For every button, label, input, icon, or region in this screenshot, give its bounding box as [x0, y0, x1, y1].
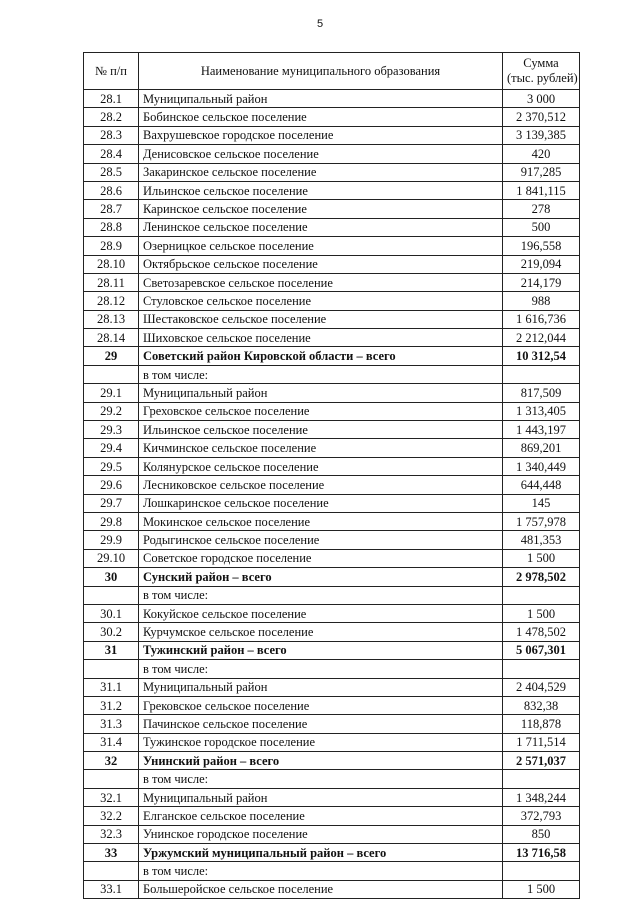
table-row: [84, 218, 580, 236]
row-name: в том числе:: [139, 660, 503, 678]
table-row: [84, 807, 580, 825]
row-number: 31.2: [84, 696, 139, 714]
row-name: в том числе:: [139, 862, 503, 880]
row-name: Муниципальный район: [139, 678, 503, 696]
row-name: Советский район Кировской области – всего: [139, 347, 503, 365]
row-number: 30: [84, 568, 139, 586]
row-sum: 2 404,529: [503, 678, 580, 696]
table-row: [84, 457, 580, 475]
row-sum: 5 067,301: [503, 641, 580, 659]
row-number: 31.3: [84, 715, 139, 733]
row-number: 28.2: [84, 108, 139, 126]
row-sum: 2 978,502: [503, 568, 580, 586]
table-row: [84, 825, 580, 843]
row-number: 29.7: [84, 494, 139, 512]
table-row: [84, 660, 580, 678]
row-name: Тужинский район – всего: [139, 641, 503, 659]
row-sum: 869,201: [503, 439, 580, 457]
row-sum: 1 478,502: [503, 623, 580, 641]
row-sum: 219,094: [503, 255, 580, 273]
row-name: Тужинское городское поселение: [139, 733, 503, 751]
table-row: [84, 880, 580, 898]
header-num: № п/п: [84, 53, 139, 90]
row-sum: [503, 770, 580, 788]
row-number: 33.1: [84, 880, 139, 898]
row-name: Пачинское сельское поселение: [139, 715, 503, 733]
row-number: 29.9: [84, 531, 139, 549]
table-row: [84, 329, 580, 347]
row-sum: 118,878: [503, 715, 580, 733]
row-number: 29.3: [84, 421, 139, 439]
row-sum: 3 139,385: [503, 126, 580, 144]
table-row: [84, 476, 580, 494]
table-row: [84, 678, 580, 696]
row-name: Сунский район – всего: [139, 568, 503, 586]
row-name: Вахрушевское городское поселение: [139, 126, 503, 144]
row-sum: 2 212,044: [503, 329, 580, 347]
table-row: [84, 696, 580, 714]
header-sum: [503, 53, 580, 90]
row-number: [84, 770, 139, 788]
row-name: Колянурское сельское поселение: [139, 457, 503, 475]
table-row: [84, 108, 580, 126]
row-sum: 1 841,115: [503, 181, 580, 199]
row-number: 31.1: [84, 678, 139, 696]
table-row-total: [84, 568, 580, 586]
row-sum: 988: [503, 292, 580, 310]
row-name: Ленинское сельское поселение: [139, 218, 503, 236]
row-number: 28.12: [84, 292, 139, 310]
row-number: 29.4: [84, 439, 139, 457]
row-name: Ильинское сельское поселение: [139, 421, 503, 439]
row-name: Мокинское сельское поселение: [139, 512, 503, 530]
header-sum-unit: (тыс. рублей): [507, 71, 578, 85]
row-sum: 10 312,54: [503, 347, 580, 365]
row-name: Стуловское сельское поселение: [139, 292, 503, 310]
table-row: [84, 273, 580, 291]
row-sum: 2 571,037: [503, 752, 580, 770]
row-sum: 196,558: [503, 237, 580, 255]
header-sum-label: Сумма: [523, 56, 559, 70]
row-name: Лесниковское сельское поселение: [139, 476, 503, 494]
row-sum: 13 716,58: [503, 844, 580, 862]
row-sum: 832,38: [503, 696, 580, 714]
table-row: [84, 181, 580, 199]
row-sum: 1 500: [503, 549, 580, 567]
row-name: Родыгинское сельское поселение: [139, 531, 503, 549]
row-sum: 1 340,449: [503, 457, 580, 475]
row-number: 28.10: [84, 255, 139, 273]
row-name: Муниципальный район: [139, 788, 503, 806]
table-row: [84, 531, 580, 549]
page-number: 5: [316, 18, 324, 30]
row-number: 33: [84, 844, 139, 862]
row-number: 28.11: [84, 273, 139, 291]
row-name: Курчумское сельское поселение: [139, 623, 503, 641]
row-number: 29.6: [84, 476, 139, 494]
table-row: [84, 604, 580, 622]
table-row: [84, 90, 580, 108]
row-sum: 850: [503, 825, 580, 843]
table-row: [84, 402, 580, 420]
table-row: [84, 439, 580, 457]
table-row: [84, 862, 580, 880]
row-sum: 420: [503, 145, 580, 163]
table-row: [84, 549, 580, 567]
row-sum: 1 500: [503, 880, 580, 898]
row-number: [84, 365, 139, 383]
row-number: 28.4: [84, 145, 139, 163]
row-number: 28.5: [84, 163, 139, 181]
row-number: 30.2: [84, 623, 139, 641]
row-sum: 917,285: [503, 163, 580, 181]
row-sum: 278: [503, 200, 580, 218]
row-sum: 3 000: [503, 90, 580, 108]
row-sum: [503, 660, 580, 678]
row-number: 29: [84, 347, 139, 365]
table-row: [84, 200, 580, 218]
table-row: [84, 770, 580, 788]
table-row: [84, 292, 580, 310]
table-body: [84, 90, 580, 899]
row-name: Муниципальный район: [139, 90, 503, 108]
row-sum: 644,448: [503, 476, 580, 494]
row-number: [84, 862, 139, 880]
row-name: Кокуйское сельское поселение: [139, 604, 503, 622]
row-number: 28.1: [84, 90, 139, 108]
row-number: 30.1: [84, 604, 139, 622]
row-number: 32.2: [84, 807, 139, 825]
table-row: [84, 733, 580, 751]
row-name: Октябрьское сельское поселение: [139, 255, 503, 273]
row-number: 29.1: [84, 384, 139, 402]
row-sum: 817,509: [503, 384, 580, 402]
table-row: [84, 586, 580, 604]
row-number: 32.3: [84, 825, 139, 843]
table-row-total: [84, 752, 580, 770]
row-sum: [503, 862, 580, 880]
table-row: [84, 255, 580, 273]
row-name: в том числе:: [139, 770, 503, 788]
row-number: 32.1: [84, 788, 139, 806]
row-name: Уржумский муниципальный район – всего: [139, 844, 503, 862]
row-name: Ильинское сельское поселение: [139, 181, 503, 199]
row-name: Большеройское сельское поселение: [139, 880, 503, 898]
row-sum: 500: [503, 218, 580, 236]
row-name: Каринское сельское поселение: [139, 200, 503, 218]
row-sum: 481,353: [503, 531, 580, 549]
row-number: 28.3: [84, 126, 139, 144]
row-name: в том числе:: [139, 365, 503, 383]
row-number: 29.2: [84, 402, 139, 420]
row-number: 28.6: [84, 181, 139, 199]
row-name: Советское городское поселение: [139, 549, 503, 567]
row-sum: 1 500: [503, 604, 580, 622]
row-name: Лошкаринское сельское поселение: [139, 494, 503, 512]
table-row: [84, 384, 580, 402]
header-name: Наименование муниципального образования: [139, 53, 503, 90]
row-name: Унинское городское поселение: [139, 825, 503, 843]
table-row: [84, 126, 580, 144]
row-sum: 1 313,405: [503, 402, 580, 420]
table-row: [84, 512, 580, 530]
row-number: 28.8: [84, 218, 139, 236]
row-name: Кичминское сельское поселение: [139, 439, 503, 457]
row-sum: [503, 365, 580, 383]
row-name: Денисовское сельское поселение: [139, 145, 503, 163]
table-row: [84, 623, 580, 641]
row-name: Шиховское сельское поселение: [139, 329, 503, 347]
row-sum: 1 348,244: [503, 788, 580, 806]
row-name: Грековское сельское поселение: [139, 696, 503, 714]
table-row-total: [84, 641, 580, 659]
table-header-row: [84, 53, 580, 90]
row-number: 29.10: [84, 549, 139, 567]
row-sum: 372,793: [503, 807, 580, 825]
row-sum: 145: [503, 494, 580, 512]
row-name: Бобинское сельское поселение: [139, 108, 503, 126]
row-name: Елганское сельское поселение: [139, 807, 503, 825]
table-row-total: [84, 347, 580, 365]
table-row: [84, 421, 580, 439]
table-row: [84, 365, 580, 383]
row-name: Светозаревское сельское поселение: [139, 273, 503, 291]
row-number: 29.8: [84, 512, 139, 530]
table-row: [84, 310, 580, 328]
row-number: 32: [84, 752, 139, 770]
row-name: Унинский район – всего: [139, 752, 503, 770]
row-name: в том числе:: [139, 586, 503, 604]
row-name: Закаринское сельское поселение: [139, 163, 503, 181]
row-number: 31: [84, 641, 139, 659]
row-sum: [503, 586, 580, 604]
row-name: Шестаковское сельское поселение: [139, 310, 503, 328]
row-name: Греховское сельское поселение: [139, 402, 503, 420]
row-name: Муниципальный район: [139, 384, 503, 402]
row-number: [84, 660, 139, 678]
table-row: [84, 788, 580, 806]
row-number: [84, 586, 139, 604]
row-sum: 1 443,197: [503, 421, 580, 439]
table-row: [84, 494, 580, 512]
row-sum: 1 616,736: [503, 310, 580, 328]
row-number: 29.5: [84, 457, 139, 475]
row-name: Озерницкое сельское поселение: [139, 237, 503, 255]
row-sum: 1 711,514: [503, 733, 580, 751]
table-row: [84, 237, 580, 255]
row-number: 31.4: [84, 733, 139, 751]
row-number: 28.9: [84, 237, 139, 255]
table-row: [84, 715, 580, 733]
table-row: [84, 163, 580, 181]
row-number: 28.13: [84, 310, 139, 328]
budget-allocation-table: [83, 52, 580, 899]
row-number: 28.7: [84, 200, 139, 218]
row-sum: 1 757,978: [503, 512, 580, 530]
table-row-total: [84, 844, 580, 862]
row-sum: 2 370,512: [503, 108, 580, 126]
row-number: 28.14: [84, 329, 139, 347]
row-sum: 214,179: [503, 273, 580, 291]
table-row: [84, 145, 580, 163]
